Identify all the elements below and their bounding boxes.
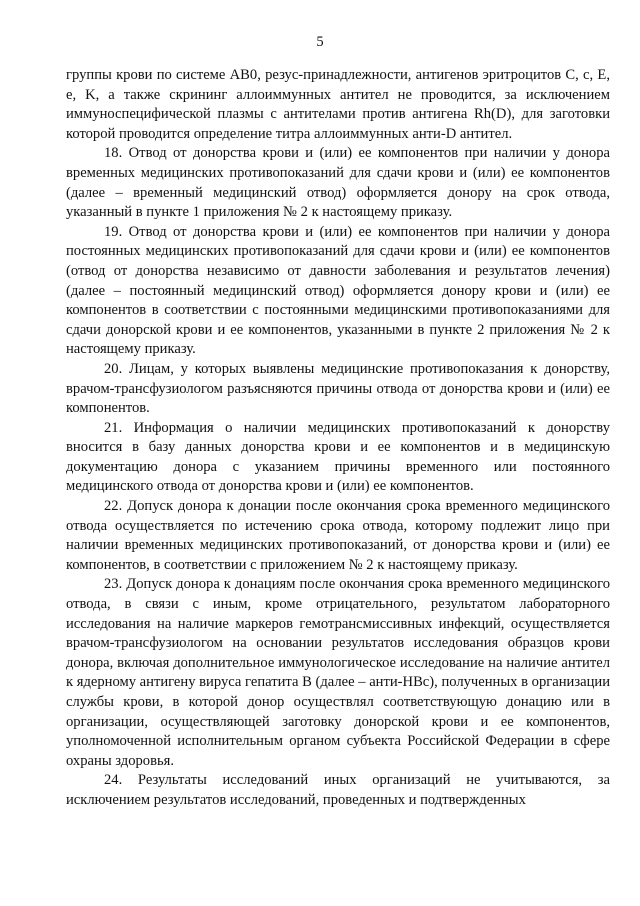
paragraph-22: 22. Допуск донора к донации после окончания срока временного медицинского отвода осуществляется по истечению срока отвода, которому подлежит лицо при наличии временных медицинских противопоказаний, от донорства крови и (или) ее компонентов, в соответствии с приложением № 2 к настоящему приказу.: [66, 498, 610, 573]
page-number: 5: [316, 34, 324, 50]
document-body: [66, 66, 610, 811]
paragraph-19: 19. Отвод от донорства крови и (или) ее компонентов при наличии у донора постоянных медицинских противопоказаний для сдачи крови и (или) ее компонентов (отвод от донорства независимо от давности заболевания и результатов лечения) (далее – постоянный медицинский отвод) оформляется донору крови и (или) ее компонентов в соответствии с постоянными медицинскими противопоказаниями для сдачи донорской крови и ее компонентов, указанными в пункте 2 приложения № 2 к настоящему приказу.: [66, 223, 610, 358]
paragraph-24: 24. Результаты исследований иных организаций не учитываются, за исключением результатов исследований, проведенных и подтвержденных: [66, 772, 610, 808]
paragraph-21: 21. Информация о наличии медицинских противопоказаний к донорству вносится в базу данных донорства крови и ее компонентов и в медицинскую документацию донора с указанием причины временного или постоянного медицинского отвода от донорства крови и (или) ее компонентов.: [66, 419, 610, 495]
paragraph-continuation: группы крови по системе АВ0, резус-принадлежности, антигенов эритроцитов C, c, E, e, K, а также скрининг аллоиммунных антител не проводится, за исключением иммуноспецифической плазмы с антителами против антигена Rh(D), для заготовки которой проводится определение титра аллоиммунных анти-D антител.: [66, 67, 610, 142]
paragraph-18: 18. Отвод от донорства крови и (или) ее компонентов при наличии у донора временных медицинских противопоказаний для сдачи крови и (или) ее компонентов (далее – временный медицинский отвод) оформляется донору на срок отвода, указанный в пункте 1 приложения № 2 к настоящему приказу.: [66, 145, 610, 221]
paragraph-20: 20. Лицам, у которых выявлены медицинские противопоказания к донорству, врачом-трансфузиологом разъясняются причины отвода от донорства крови и (или) ее компонентов.: [66, 360, 610, 417]
paragraph-23: 23. Допуск донора к донациям после окончания срока временного медицинского отвода, в связи с иным, кроме отрицательного, результатом лабораторного исследования на наличие маркеров гемотрансмиссивных инфекций, осуществляется врачом-трансфузиологом на основании результатов исследования образцов крови донора, включая дополнительное иммунологическое исследование на наличие антител к ядерному антигену вируса гепатита В (далее – анти-HBc), полученных в организации службы крови, в которой донор осуществлял соответствующую донацию или в организации, осуществляющей заготовку донорской крови и ее компонентов, уполномоченной исполнительным органом субъекта Российской Федерации в сфере охраны здоровья.: [66, 576, 611, 769]
